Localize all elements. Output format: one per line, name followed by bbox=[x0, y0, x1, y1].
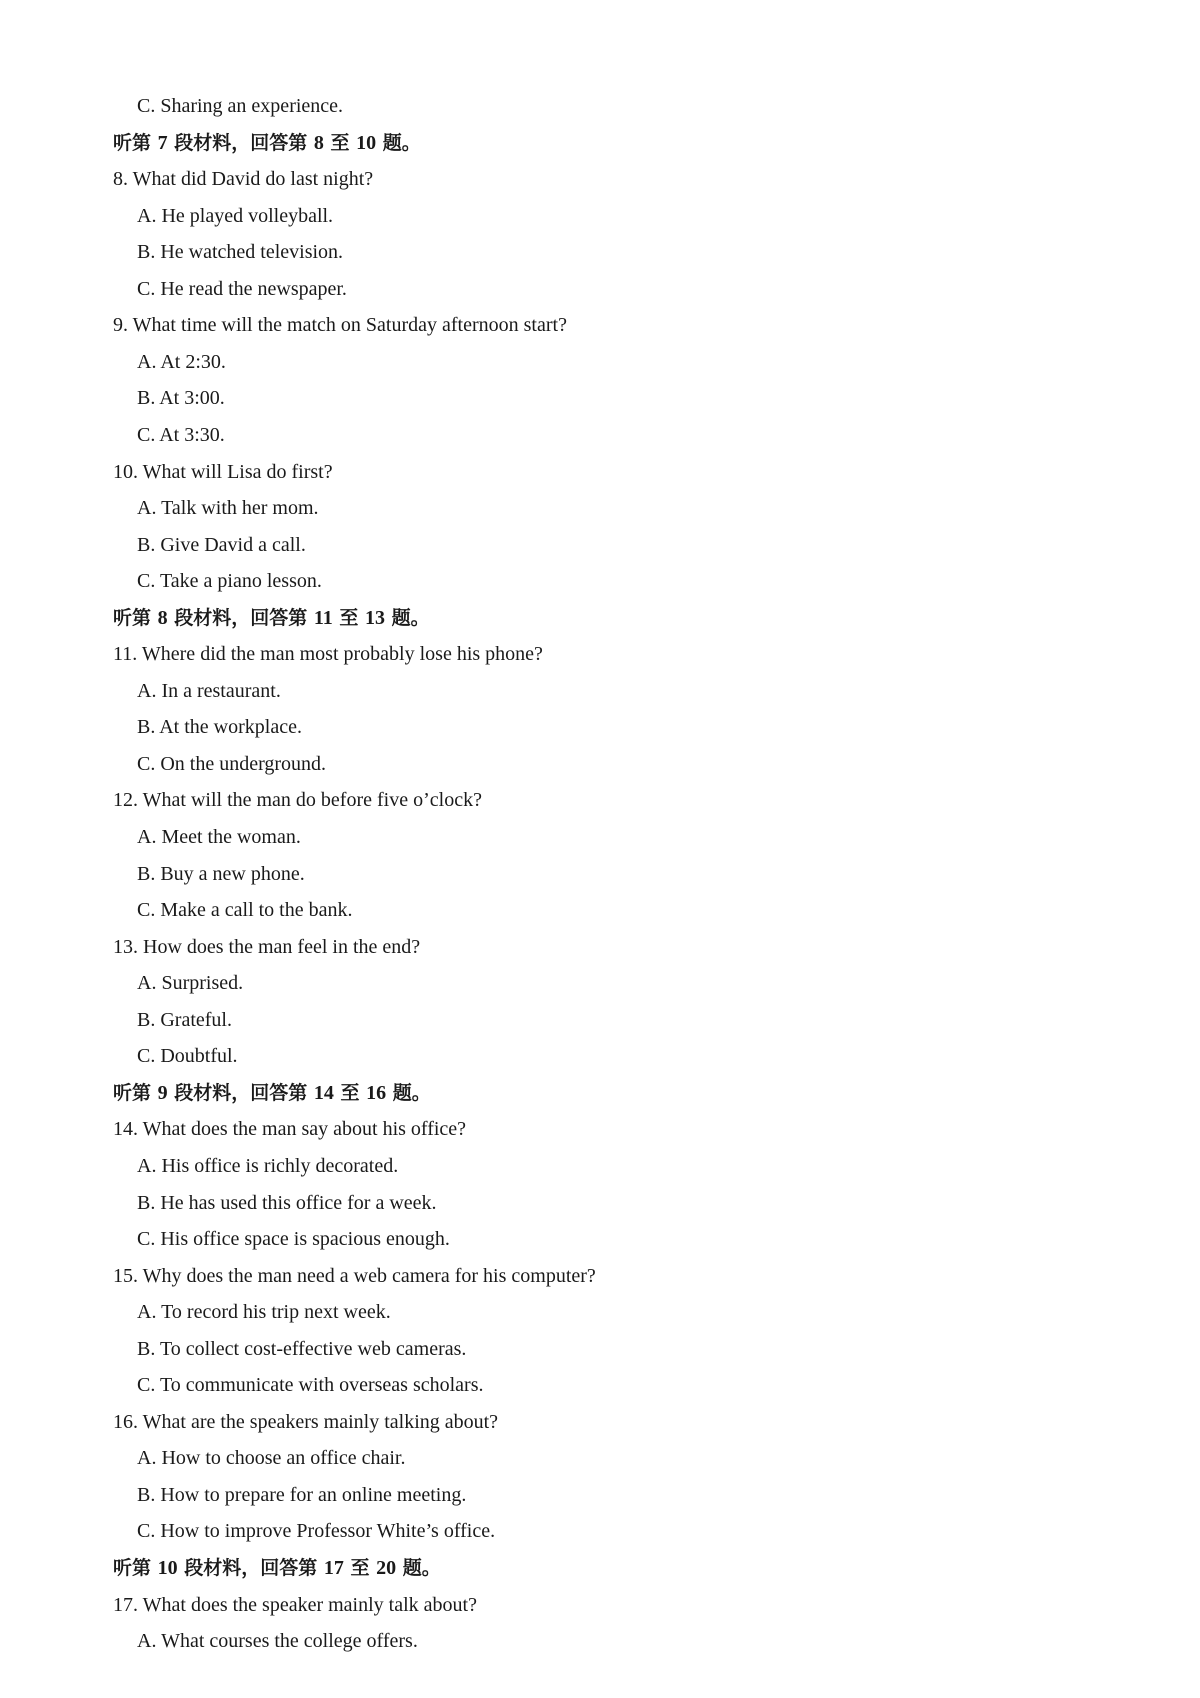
answer-option: C. Make a call to the bank. bbox=[137, 899, 353, 922]
section-text: 听第 bbox=[113, 1081, 158, 1104]
section-number: 16 bbox=[366, 1081, 387, 1104]
answer-option: C. Doubtful. bbox=[137, 1045, 238, 1068]
answer-option: B. How to prepare for an online meeting. bbox=[137, 1483, 467, 1506]
section-number: 13 bbox=[365, 606, 385, 629]
question-text: 13. How does the man feel in the end? bbox=[113, 935, 421, 958]
section-text: 至 bbox=[333, 1081, 367, 1104]
section-text: 至 bbox=[343, 1557, 377, 1579]
answer-option: C. Take a piano lesson. bbox=[137, 570, 322, 593]
answer-option: A. Meet the woman. bbox=[137, 826, 301, 848]
answer-option: A. In a restaurant. bbox=[137, 679, 281, 702]
section-number: 8 bbox=[313, 131, 324, 154]
answer-option: B. He watched television. bbox=[137, 241, 344, 264]
answer-option: C. How to improve Professor White’s office. bbox=[137, 1520, 496, 1543]
answer-option: B. Buy a new phone. bbox=[137, 862, 305, 885]
answer-option: C. He read the newspaper. bbox=[137, 277, 347, 300]
answer-option: A. He played volleyball. bbox=[137, 204, 334, 227]
section-text: 听第 bbox=[113, 131, 158, 154]
question-text: 16. What are the speakers mainly talking about? bbox=[113, 1410, 499, 1433]
section-text: 至 bbox=[332, 606, 365, 629]
section-number: 14 bbox=[313, 1081, 334, 1104]
answer-option: C. At 3:30. bbox=[137, 423, 225, 446]
answer-option: A. At 2:30. bbox=[137, 350, 226, 373]
section-text: 题。 bbox=[376, 131, 421, 154]
answer-option: A. Talk with her mom. bbox=[137, 497, 319, 519]
question-text: 8. What did David do last night? bbox=[113, 168, 374, 191]
answer-option: B. He has used this office for a week. bbox=[137, 1191, 437, 1214]
question-text: 17. What does the speaker mainly talk about? bbox=[113, 1593, 477, 1616]
section-number: 8 bbox=[157, 606, 168, 629]
section-text: 听第 bbox=[113, 606, 158, 629]
section-heading bbox=[113, 1556, 441, 1580]
answer-option: C. His office space is spacious enough. bbox=[137, 1228, 450, 1250]
answer-option: B. At 3:00. bbox=[137, 387, 225, 410]
answer-option: C. To communicate with overseas scholars. bbox=[137, 1374, 484, 1397]
question-text: 14. What does the man say about his office? bbox=[113, 1118, 467, 1141]
section-text: 题。 bbox=[385, 606, 430, 629]
answer-option: A. Surprised. bbox=[137, 972, 244, 995]
answer-option: C. Sharing an experience. bbox=[137, 95, 344, 117]
section-heading bbox=[113, 1081, 431, 1105]
section-number: 10 bbox=[356, 131, 377, 154]
answer-option: B. Grateful. bbox=[137, 1008, 232, 1031]
section-number: 9 bbox=[157, 1081, 168, 1104]
question-text: 11. Where did the man most probably lose his phone? bbox=[113, 643, 543, 666]
section-number: 20 bbox=[376, 1557, 397, 1579]
question-text: 9. What time will the match on Saturday afternoon start? bbox=[113, 314, 567, 337]
section-heading bbox=[113, 606, 430, 630]
question-text: 15. Why does the man need a web camera for his computer? bbox=[113, 1264, 596, 1287]
section-text: 段材料，回答第 bbox=[177, 1557, 324, 1579]
section-number: 10 bbox=[157, 1557, 178, 1579]
section-text: 听第 bbox=[113, 1557, 158, 1579]
answer-option: C. On the underground. bbox=[137, 752, 327, 775]
section-heading bbox=[113, 131, 421, 155]
answer-option: B. Give David a call. bbox=[137, 533, 306, 556]
answer-option: B. At the workplace. bbox=[137, 716, 302, 739]
question-text: 10. What will Lisa do first? bbox=[113, 460, 333, 483]
section-number: 7 bbox=[157, 131, 168, 154]
section-text: 至 bbox=[323, 131, 357, 154]
section-number: 11 bbox=[313, 606, 333, 629]
section-text: 段材料，回答第 bbox=[167, 606, 314, 629]
section-number: 17 bbox=[323, 1557, 344, 1579]
section-text: 题。 bbox=[386, 1081, 431, 1104]
answer-option: A. His office is richly decorated. bbox=[137, 1154, 399, 1177]
answer-option: A. To record his trip next week. bbox=[137, 1301, 391, 1324]
question-text: 12. What will the man do before five o’clock? bbox=[113, 789, 482, 812]
section-text: 段材料，回答第 bbox=[167, 131, 314, 154]
answer-option: A. What courses the college offers. bbox=[137, 1630, 418, 1653]
section-text: 题。 bbox=[396, 1557, 441, 1579]
answer-option: A. How to choose an office chair. bbox=[137, 1447, 406, 1470]
answer-option: B. To collect cost-effective web cameras. bbox=[137, 1337, 467, 1360]
section-text: 段材料，回答第 bbox=[167, 1081, 314, 1104]
